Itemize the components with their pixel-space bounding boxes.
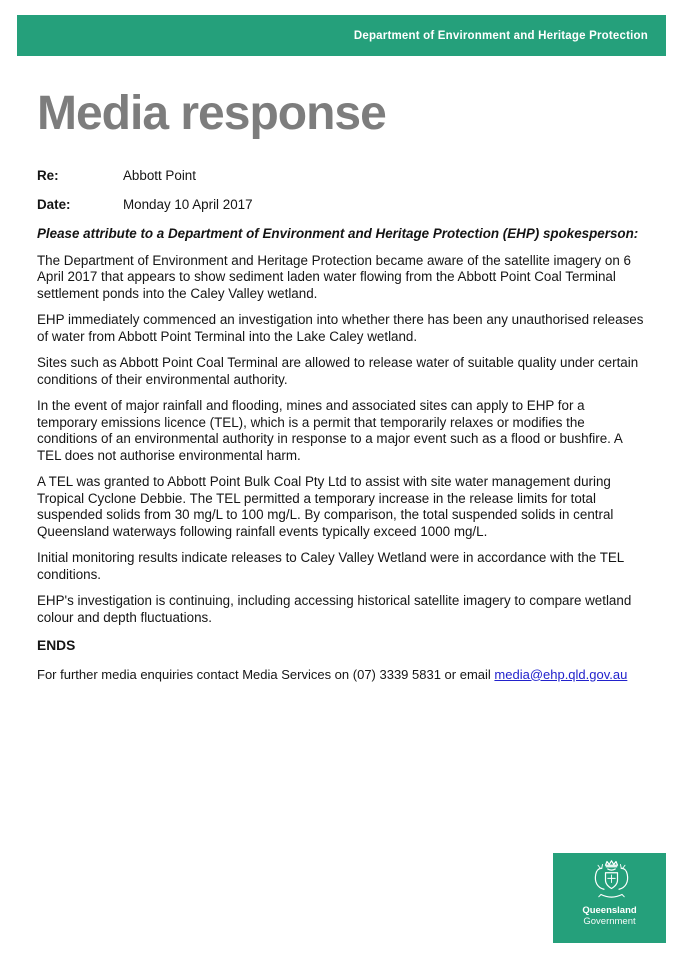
queensland-coat-of-arms-icon <box>586 858 634 904</box>
paragraph-tel-granted: A TEL was granted to Abbott Point Bulk Coal Pty Ltd to assist with site water management during Tropical Cyclone Debbie. The TEL permitted a temporary increase in the release limits for total suspended solids from 30 mg/L to 100 mg/L. By comparison, the total suspended solids in central Queensland waterways following rainfall events typically exceed 1000 mg/L. <box>37 474 614 539</box>
media-contact-line <box>37 667 647 684</box>
footer-queensland-label: Queensland <box>582 905 637 916</box>
re-label: Re: <box>37 168 59 183</box>
paragraph-release-conditions: Sites such as Abbott Point Coal Terminal are allowed to release water of suitable quality under certain conditions of their environmental authority. <box>37 355 639 387</box>
media-email-link[interactable]: media@ehp.qld.gov.au <box>494 666 628 682</box>
paragraph-tel-definition: In the event of major rainfall and flooding, mines and associated sites can apply to EHP for a temporary emissions licence (TEL), which is a permit that temporarily relaxes or modifies the conditions of an environmental authority in response to a major event such as a flood or bushfire. A TEL does not authorise environmental harm. <box>37 398 623 463</box>
ends-marker: ENDS <box>37 638 76 653</box>
department-header-bar <box>17 15 666 56</box>
department-name: Department of Environment and Heritage Protection <box>353 29 648 42</box>
paragraph-satellite-imagery: The Department of Environment and Heritage Protection became aware of the satellite imagery on 6 April 2017 that appears to show sediment laden water flowing from the Abbott Point Coal Terminal settlement ponds into the Caley Valley wetland. <box>37 252 631 301</box>
queensland-government-logo-block <box>553 853 666 943</box>
paragraph-investigation: EHP immediately commenced an investigation into whether there has been any unauthorised releases of water from Abbott Point Terminal into the Lake Caley wetland. <box>37 312 644 344</box>
date-value: Monday 10 April 2017 <box>123 196 253 212</box>
page-title: Media response <box>37 87 386 140</box>
paragraph-monitoring-results: Initial monitoring results indicate releases to Caley Valley Wetland were in accordance with the TEL conditions. <box>37 550 624 582</box>
re-row <box>37 168 647 185</box>
attribution-line: Please attribute to a Department of Environment and Heritage Protection (EHP) spokesperson: <box>37 226 639 241</box>
paragraph-continuing-investigation: EHP's investigation is continuing, including accessing historical satellite imagery to compare wetland colour and depth fluctuations. <box>37 593 632 625</box>
document-body <box>37 88 647 683</box>
re-value: Abbott Point <box>123 168 196 183</box>
footer-government-label: Government <box>583 916 636 927</box>
contact-text: For further media enquiries contact Media Services on (07) 3339 5831 or email <box>37 666 495 682</box>
date-row <box>37 197 647 214</box>
date-label: Date: <box>37 196 71 212</box>
